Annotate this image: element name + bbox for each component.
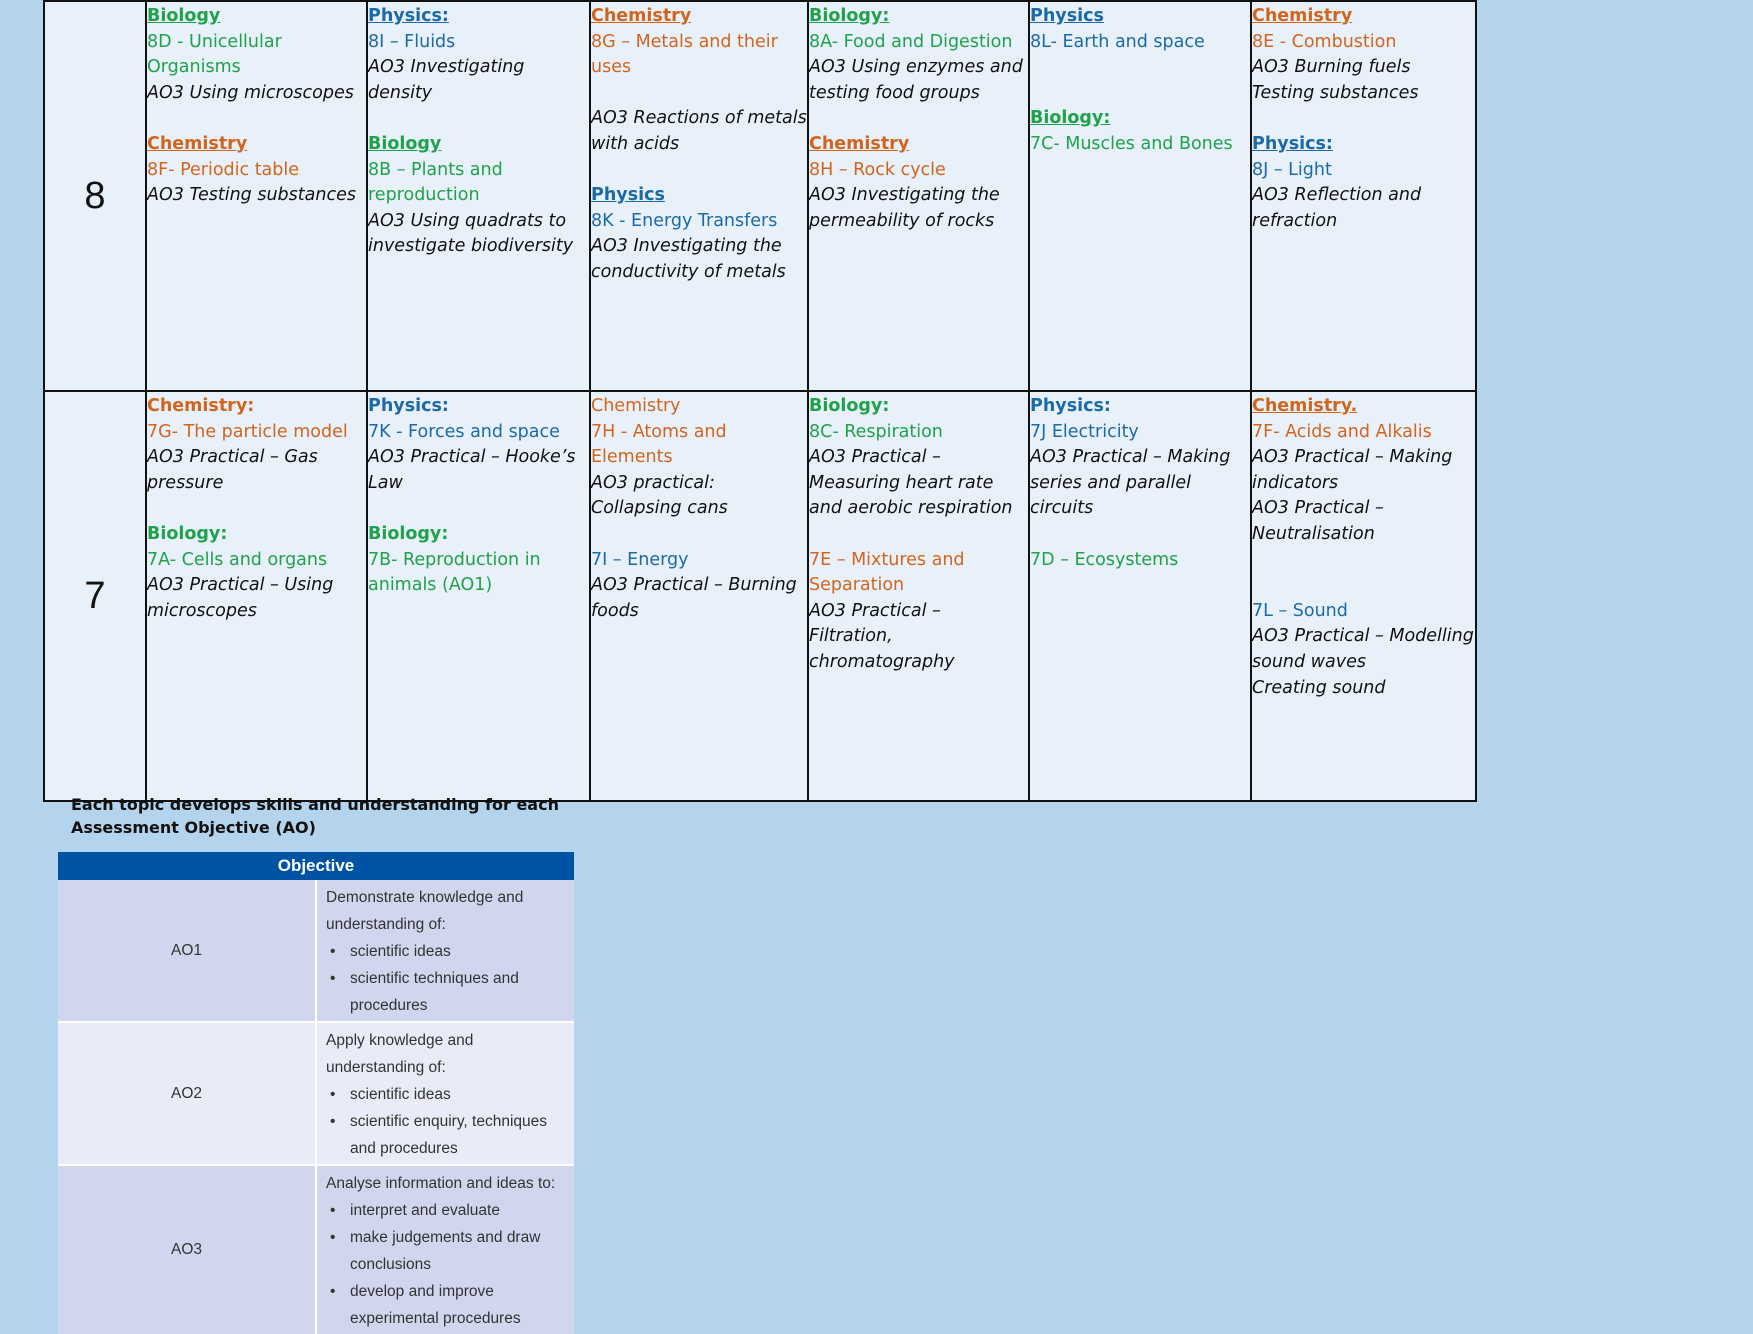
spacer (1252, 106, 1475, 132)
subject-heading: Chemistry (147, 133, 248, 154)
practical-text: AO3 Practical – Hooke’s Law (368, 447, 576, 493)
subject-heading: Physics: (368, 6, 449, 26)
subject-heading: Biology: (1030, 108, 1111, 129)
practical-text: Creating sound (1252, 677, 1386, 698)
spacer (591, 81, 807, 107)
topic-title: 8C- Respiration (809, 421, 943, 442)
topic-title: 7H - Atoms and Elements (591, 421, 727, 468)
topic-title: 7F- Acids and Alkalis (1252, 421, 1432, 442)
practical-text: AO3 Practical – Filtration, chromatography (809, 600, 955, 672)
objective-bullet: • develop and improve experimental procedures (326, 1278, 566, 1332)
topic-title: 7D – Ecosystems (1030, 549, 1179, 570)
subject-heading: Chemistry (809, 133, 910, 154)
subject-heading: Biology (147, 6, 221, 26)
topic-title: 7B- Reproduction in animals (AO1) (368, 549, 541, 596)
subject-heading: Physics: (1030, 396, 1111, 416)
objective-bullet: • make judgements and draw conclusions (326, 1224, 566, 1278)
objective-bullets (326, 1081, 566, 1162)
objective-lead: Demonstrate knowledge and understanding of: (326, 889, 524, 933)
subject-heading: Physics: (1252, 133, 1333, 154)
practical-text: AO3 Practical – Burning foods (591, 575, 797, 621)
objective-bullets (326, 1197, 566, 1332)
spacer (147, 496, 366, 522)
subject-heading: Biology: (368, 523, 449, 544)
topic-cell (808, 1, 1029, 391)
topic-cell (1029, 1, 1251, 391)
practical-text: AO3 Using quadrats to investigate biodiversity (368, 210, 574, 257)
topic-cell (367, 1, 590, 391)
topic-title: 7C- Muscles and Bones (1030, 133, 1233, 154)
subject-heading: Biology (368, 133, 442, 154)
topic-cell (808, 391, 1029, 801)
practical-text: Testing substances (1252, 82, 1419, 103)
topic-title: 8I – Fluids (368, 31, 456, 52)
subject-heading: Biology: (809, 396, 890, 416)
subject-heading: Chemistry: (147, 396, 255, 416)
subject-heading: Chemistry. (1252, 396, 1358, 416)
spacer (368, 496, 589, 522)
topic-title: 8F- Periodic table (147, 159, 300, 180)
year-row (44, 1, 1476, 391)
topic-title: 7I – Energy (591, 549, 689, 570)
topic-cell (590, 1, 808, 391)
practical-text: AO3 Practical – Using microscopes (147, 575, 334, 621)
topic-title: 8A- Food and Digestion (809, 31, 1013, 52)
spacer (809, 522, 1028, 548)
objectives-table (58, 852, 574, 1334)
topic-title: 7E – Mixtures and Separation (809, 549, 965, 596)
topic-title: 8E - Combustion (1252, 31, 1397, 52)
practical-text: AO3 Practical – Gas pressure (147, 447, 318, 493)
objective-description (316, 1022, 574, 1165)
topic-cell (1029, 391, 1251, 801)
assessment-intro-line-2: Assessment Objective (AO) (71, 818, 316, 837)
practical-text: AO3 practical: Collapsing cans (591, 472, 728, 519)
topic-cell (146, 391, 367, 801)
practical-text: AO3 Using enzymes and testing food groups (809, 57, 1023, 103)
spacer (1252, 548, 1475, 574)
objective-lead: Apply knowledge and understanding of: (326, 1032, 474, 1076)
spacer (368, 106, 589, 132)
subject-heading: Chemistry (591, 6, 692, 26)
topic-cell (590, 391, 808, 801)
topic-title: 8D - Unicellular Organisms (147, 31, 282, 78)
objective-lead: Analyse information and ideas to: (326, 1175, 556, 1192)
assessment-intro-line-1: Each topic develops skills and understanding for each (71, 795, 559, 814)
spacer (1030, 55, 1250, 81)
practical-text: AO3 Practical – Measuring heart rate and aerobic respiration (809, 447, 1013, 519)
timetable-grid (43, 0, 1477, 802)
topic-cell (1251, 391, 1476, 801)
topic-title: 7K - Forces and space (368, 421, 560, 442)
topic-title: 7A- Cells and organs (147, 549, 328, 570)
objective-bullet: • scientific techniques and procedures (326, 965, 566, 1019)
topic-cell (146, 1, 367, 391)
practical-text: AO3 Practical – Making series and parallel circuits (1030, 447, 1231, 519)
spacer (591, 158, 807, 184)
spacer (1030, 81, 1250, 107)
practical-text: AO3 Reactions of metals with acids (591, 108, 807, 154)
objective-code: AO2 (58, 1022, 316, 1165)
practical-text: AO3 Using microscopes (147, 82, 354, 103)
topic-title: 7L – Sound (1252, 600, 1348, 621)
objective-row (58, 1165, 574, 1334)
subject-heading: Chemistry (1252, 6, 1353, 26)
spacer (591, 522, 807, 548)
year-label: 8 (44, 1, 146, 391)
objective-bullet: • scientific ideas (326, 938, 566, 965)
practical-text: AO3 Testing substances (147, 185, 356, 206)
topic-title: 8L- Earth and space (1030, 31, 1205, 52)
subject-heading: Physics (591, 185, 665, 206)
spacer (1030, 522, 1250, 548)
topic-title: 8B – Plants and reproduction (368, 159, 503, 206)
topic-title: 8G – Metals and their uses (591, 31, 778, 78)
objective-bullet: • interpret and evaluate (326, 1197, 566, 1224)
practical-text: AO3 Investigating the permeability of rocks (809, 185, 1000, 231)
spacer (147, 106, 366, 132)
topic-title: 8H – Rock cycle (809, 159, 946, 180)
practical-text: AO3 Practical – Modelling sound waves (1252, 626, 1474, 672)
topic-title: 8K - Energy Transfers (591, 210, 778, 231)
subject-heading: Biology: (147, 523, 228, 544)
objective-code: AO1 (58, 880, 316, 1022)
objective-description (316, 1165, 574, 1334)
subject-heading: Physics: (368, 396, 449, 416)
practical-text: AO3 Reflection and refraction (1252, 185, 1422, 231)
spacer (809, 106, 1028, 132)
objective-description (316, 880, 574, 1022)
spacer (1252, 573, 1475, 599)
subject-heading: Physics (1030, 6, 1104, 26)
topic-title: 8J – Light (1252, 159, 1332, 180)
objective-code: AO3 (58, 1165, 316, 1334)
practical-text: AO3 Practical – Making indicators (1252, 447, 1453, 493)
objective-bullets (326, 938, 566, 1019)
topic-title: 7G- The particle model (147, 421, 348, 442)
practical-text: AO3 Burning fuels (1252, 57, 1411, 78)
objective-row (58, 880, 574, 1022)
assessment-intro (71, 793, 591, 839)
topic-title: 7J Electricity (1030, 421, 1139, 442)
topic-cell (367, 391, 590, 801)
objective-bullet: • scientific ideas (326, 1081, 566, 1108)
practical-text: AO3 Investigating density (368, 57, 525, 103)
year-row (44, 391, 1476, 801)
topic-title: Chemistry (591, 396, 681, 416)
subject-heading: Biology: (809, 6, 890, 26)
objectives-header: Objective (58, 852, 574, 880)
objective-row (58, 1022, 574, 1165)
practical-text: AO3 Practical – Neutralisation (1252, 498, 1384, 544)
year-label: 7 (44, 391, 146, 801)
practical-text: AO3 Investigating the conductivity of metals (591, 236, 786, 282)
objective-bullet: • scientific enquiry, techniques and procedures (326, 1108, 566, 1162)
topic-cell (1251, 1, 1476, 391)
